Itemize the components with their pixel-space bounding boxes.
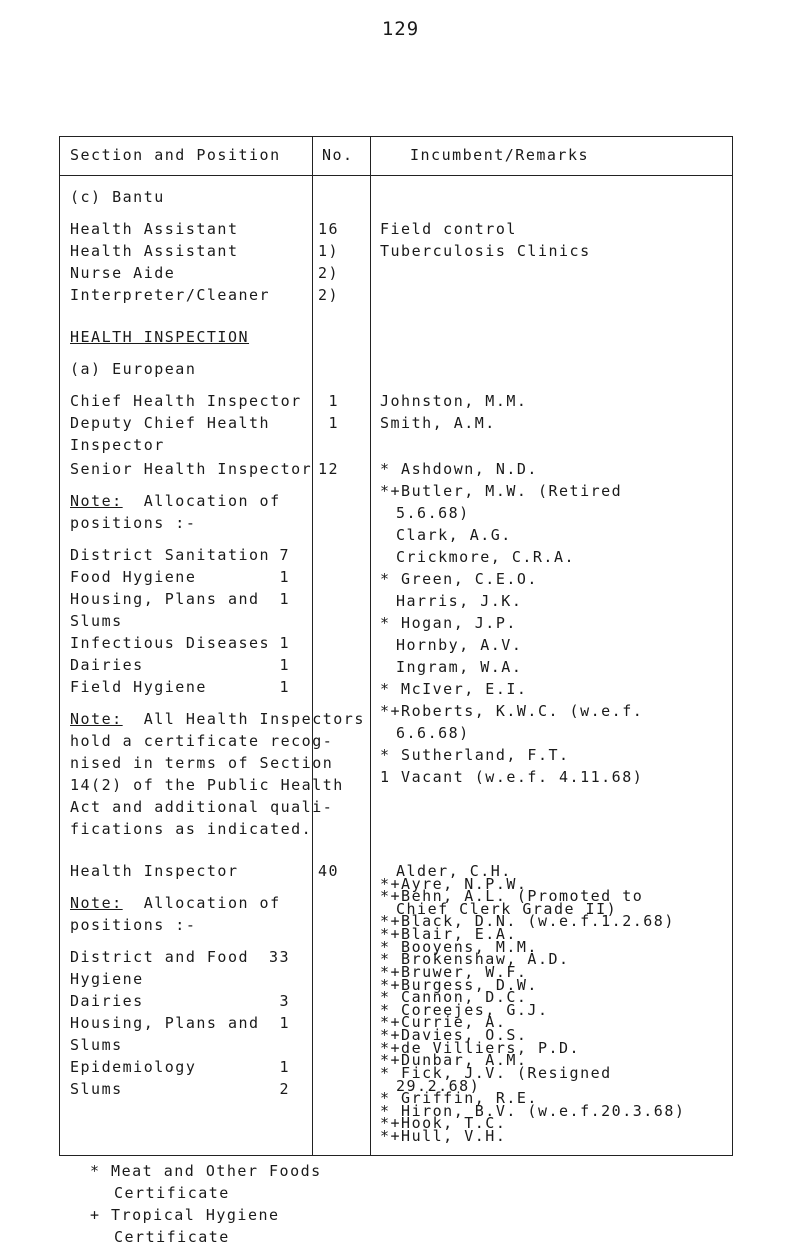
bantu-number: 1) bbox=[317, 242, 339, 260]
certificate-note-line: hold a certificate recog- bbox=[70, 732, 334, 750]
senior-allocation-note-cont: positions :- bbox=[70, 514, 197, 532]
chief-inspector-number: 1 bbox=[328, 392, 339, 410]
inspector-allocation-label: District and Food bbox=[70, 948, 250, 966]
senior-incumbent: *+Butler, M.W. (Retired bbox=[380, 482, 623, 500]
certificate-note-line: 14(2) of the Public Health bbox=[70, 776, 344, 794]
bantu-position: Interpreter/Cleaner bbox=[70, 286, 271, 304]
inspector-incumbent: *+Blair, E.A. bbox=[380, 925, 517, 944]
bantu-position: Health Assistant bbox=[70, 220, 239, 238]
bantu-number: 2) bbox=[317, 264, 339, 282]
inspector-allocation-count: 33 bbox=[268, 948, 290, 966]
inspector-incumbent: *+Hull, V.H. bbox=[380, 1127, 507, 1145]
inspector-incumbent-cont: Chief Clerk Grade II) bbox=[396, 899, 618, 918]
inspector-allocation-label: Housing, Plans and bbox=[70, 1014, 260, 1032]
inspector-allocation-count: 1 bbox=[279, 1058, 290, 1076]
inspector-position: Health Inspector bbox=[70, 862, 239, 880]
inspector-incumbent: *+Behn, A.L. (Promoted to bbox=[380, 887, 644, 906]
inspector-allocation-label-cont: Hygiene bbox=[70, 970, 144, 988]
inspector-allocation-count: 2 bbox=[279, 1080, 290, 1098]
senior-incumbent: * McIver, E.I. bbox=[380, 680, 528, 698]
inspector-incumbent: *+de Villiers, P.D. bbox=[380, 1038, 581, 1057]
senior-incumbent: * Sutherland, F.T. bbox=[380, 746, 570, 764]
senior-allocation-count: 1 bbox=[279, 568, 290, 586]
inspector-allocation-count: 1 bbox=[279, 1014, 290, 1032]
inspector-allocation-note bbox=[70, 892, 281, 914]
senior-allocation-note bbox=[70, 490, 281, 512]
certificate-note-line: nised in terms of Section bbox=[70, 754, 334, 772]
senior-inspector-number: 12 bbox=[317, 460, 339, 478]
senior-allocation-label-cont: Slums bbox=[70, 612, 123, 630]
note-label: Note: bbox=[70, 710, 123, 728]
senior-allocation-count: 1 bbox=[279, 678, 290, 696]
certificate-note bbox=[70, 708, 365, 730]
senior-incumbent: * Ashdown, N.D. bbox=[380, 460, 538, 478]
senior-inspector-position: Senior Health Inspector bbox=[70, 460, 313, 478]
senior-incumbent-cont: 6.6.68) bbox=[396, 724, 470, 742]
deputy-chief-incumbent: Smith, A.M. bbox=[380, 414, 496, 432]
note-label: Note: bbox=[70, 492, 123, 510]
chief-inspector-incumbent: Johnston, M.M. bbox=[380, 392, 528, 410]
legend-meat-certificate-cont: Certificate bbox=[114, 1184, 230, 1202]
senior-allocation-count: 7 bbox=[279, 546, 290, 564]
bantu-remark: Tuberculosis Clinics bbox=[380, 242, 591, 260]
inspector-incumbent: *+Hook, T.C. bbox=[380, 1114, 507, 1133]
inspector-incumbent: *+Burgess, D.W. bbox=[380, 975, 538, 994]
senior-incumbent: Harris, J.K. bbox=[396, 592, 523, 610]
senior-vacant: 1 Vacant (w.e.f. 4.11.68) bbox=[380, 768, 644, 786]
inspector-incumbent: *+Dunbar, A.M. bbox=[380, 1051, 528, 1070]
deputy-chief-position-cont: Inspector bbox=[70, 436, 165, 454]
inspector-allocation-label: Slums bbox=[70, 1080, 123, 1098]
inspector-incumbent: * Coreejes, G.J. bbox=[380, 1000, 549, 1019]
bantu-heading: (c) Bantu bbox=[70, 188, 165, 206]
certificate-note-line: Act and additional quali- bbox=[70, 798, 334, 816]
legend-tropical-certificate-cont: Certificate bbox=[114, 1228, 230, 1246]
inspector-incumbent: * Brokenshaw, A.D. bbox=[380, 950, 570, 969]
bantu-remark: Field control bbox=[380, 220, 517, 238]
european-heading: (a) European bbox=[70, 360, 197, 378]
inspector-incumbent: *+Ayre, N.P.W. bbox=[380, 874, 528, 893]
inspector-allocation-count: 3 bbox=[279, 992, 290, 1010]
note-label: Note: bbox=[70, 894, 123, 912]
bantu-position: Nurse Aide bbox=[70, 264, 176, 282]
bantu-number: 2) bbox=[317, 286, 339, 304]
inspector-incumbent: *+Currie, A. bbox=[380, 1013, 507, 1032]
senior-allocation-label: Infectious Diseases bbox=[70, 634, 271, 652]
note-text: All Health Inspectors bbox=[143, 710, 365, 728]
senior-allocation-label: District Sanitation bbox=[70, 546, 271, 564]
staff-table bbox=[59, 136, 733, 1246]
senior-allocation-label: Dairies bbox=[70, 656, 144, 674]
senior-allocation-count: 1 bbox=[279, 656, 290, 674]
senior-incumbent: Ingram, W.A. bbox=[396, 658, 523, 676]
senior-incumbent: Hornby, A.V. bbox=[396, 636, 523, 654]
inspector-allocation-label: Dairies bbox=[70, 992, 144, 1010]
header-incumbent-remarks: Incumbent/Remarks bbox=[410, 146, 590, 164]
chief-inspector-position: Chief Health Inspector bbox=[70, 392, 302, 410]
senior-allocation-label: Housing, Plans and bbox=[70, 590, 260, 608]
senior-allocation-label: Food Hygiene bbox=[70, 568, 197, 586]
inspector-allocation-label: Epidemiology bbox=[70, 1058, 197, 1076]
senior-incumbent: * Hogan, J.P. bbox=[380, 614, 517, 632]
inspector-incumbent: * Booyens, M.M. bbox=[380, 937, 538, 956]
inspector-incumbent: *+Black, D.N. (w.e.f.1.2.68) bbox=[380, 912, 675, 931]
inspector-number: 40 bbox=[317, 862, 339, 880]
inspector-incumbent: * Griffin, R.E. bbox=[380, 1089, 538, 1108]
senior-allocation-count: 1 bbox=[279, 634, 290, 652]
senior-incumbent: Crickmore, C.R.A. bbox=[396, 548, 576, 566]
inspector-incumbent-cont: 29.2.68) bbox=[396, 1076, 481, 1095]
header-section-position: Section and Position bbox=[70, 146, 281, 164]
header-divider bbox=[60, 175, 732, 176]
senior-incumbent: *+Roberts, K.W.C. (w.e.f. bbox=[380, 702, 644, 720]
deputy-chief-position: Deputy Chief Health bbox=[70, 414, 271, 432]
bantu-position: Health Assistant bbox=[70, 242, 239, 260]
inspector-incumbent: *+Davies, O.S. bbox=[380, 1026, 528, 1045]
bantu-number: 16 bbox=[317, 220, 339, 238]
senior-incumbent: Clark, A.G. bbox=[396, 526, 512, 544]
senior-allocation-label: Field Hygiene bbox=[70, 678, 207, 696]
header-number: No. bbox=[322, 146, 354, 164]
legend-meat-certificate: * Meat and Other Foods bbox=[90, 1162, 322, 1180]
senior-incumbent-cont: 5.6.68) bbox=[396, 504, 470, 522]
legend-tropical-certificate: + Tropical Hygiene bbox=[90, 1206, 280, 1224]
senior-incumbent: * Green, C.E.O. bbox=[380, 570, 538, 588]
inspector-incumbent: Alder, C.H. bbox=[396, 862, 512, 880]
note-text: Allocation of bbox=[143, 894, 281, 912]
column-divider-1 bbox=[312, 137, 313, 1155]
inspector-allocation-note-cont: positions :- bbox=[70, 916, 197, 934]
inspector-incumbent: * Hiron, B.V. (w.e.f.20.3.68) bbox=[380, 1101, 686, 1120]
certificate-note-line: fications as indicated. bbox=[70, 820, 313, 838]
health-inspection-heading: HEALTH INSPECTION bbox=[70, 328, 250, 346]
column-divider-2 bbox=[370, 137, 371, 1155]
inspector-incumbent: * Cannon, D.C. bbox=[380, 988, 528, 1007]
inspector-incumbent: * Fick, J.V. (Resigned bbox=[380, 1063, 612, 1082]
note-text: Allocation of bbox=[143, 492, 281, 510]
inspector-allocation-label-cont: Slums bbox=[70, 1036, 123, 1054]
inspector-incumbent: *+Bruwer, W.F. bbox=[380, 962, 528, 981]
senior-allocation-count: 1 bbox=[279, 590, 290, 608]
page-number: 129 bbox=[381, 18, 420, 40]
deputy-chief-number: 1 bbox=[328, 414, 339, 432]
